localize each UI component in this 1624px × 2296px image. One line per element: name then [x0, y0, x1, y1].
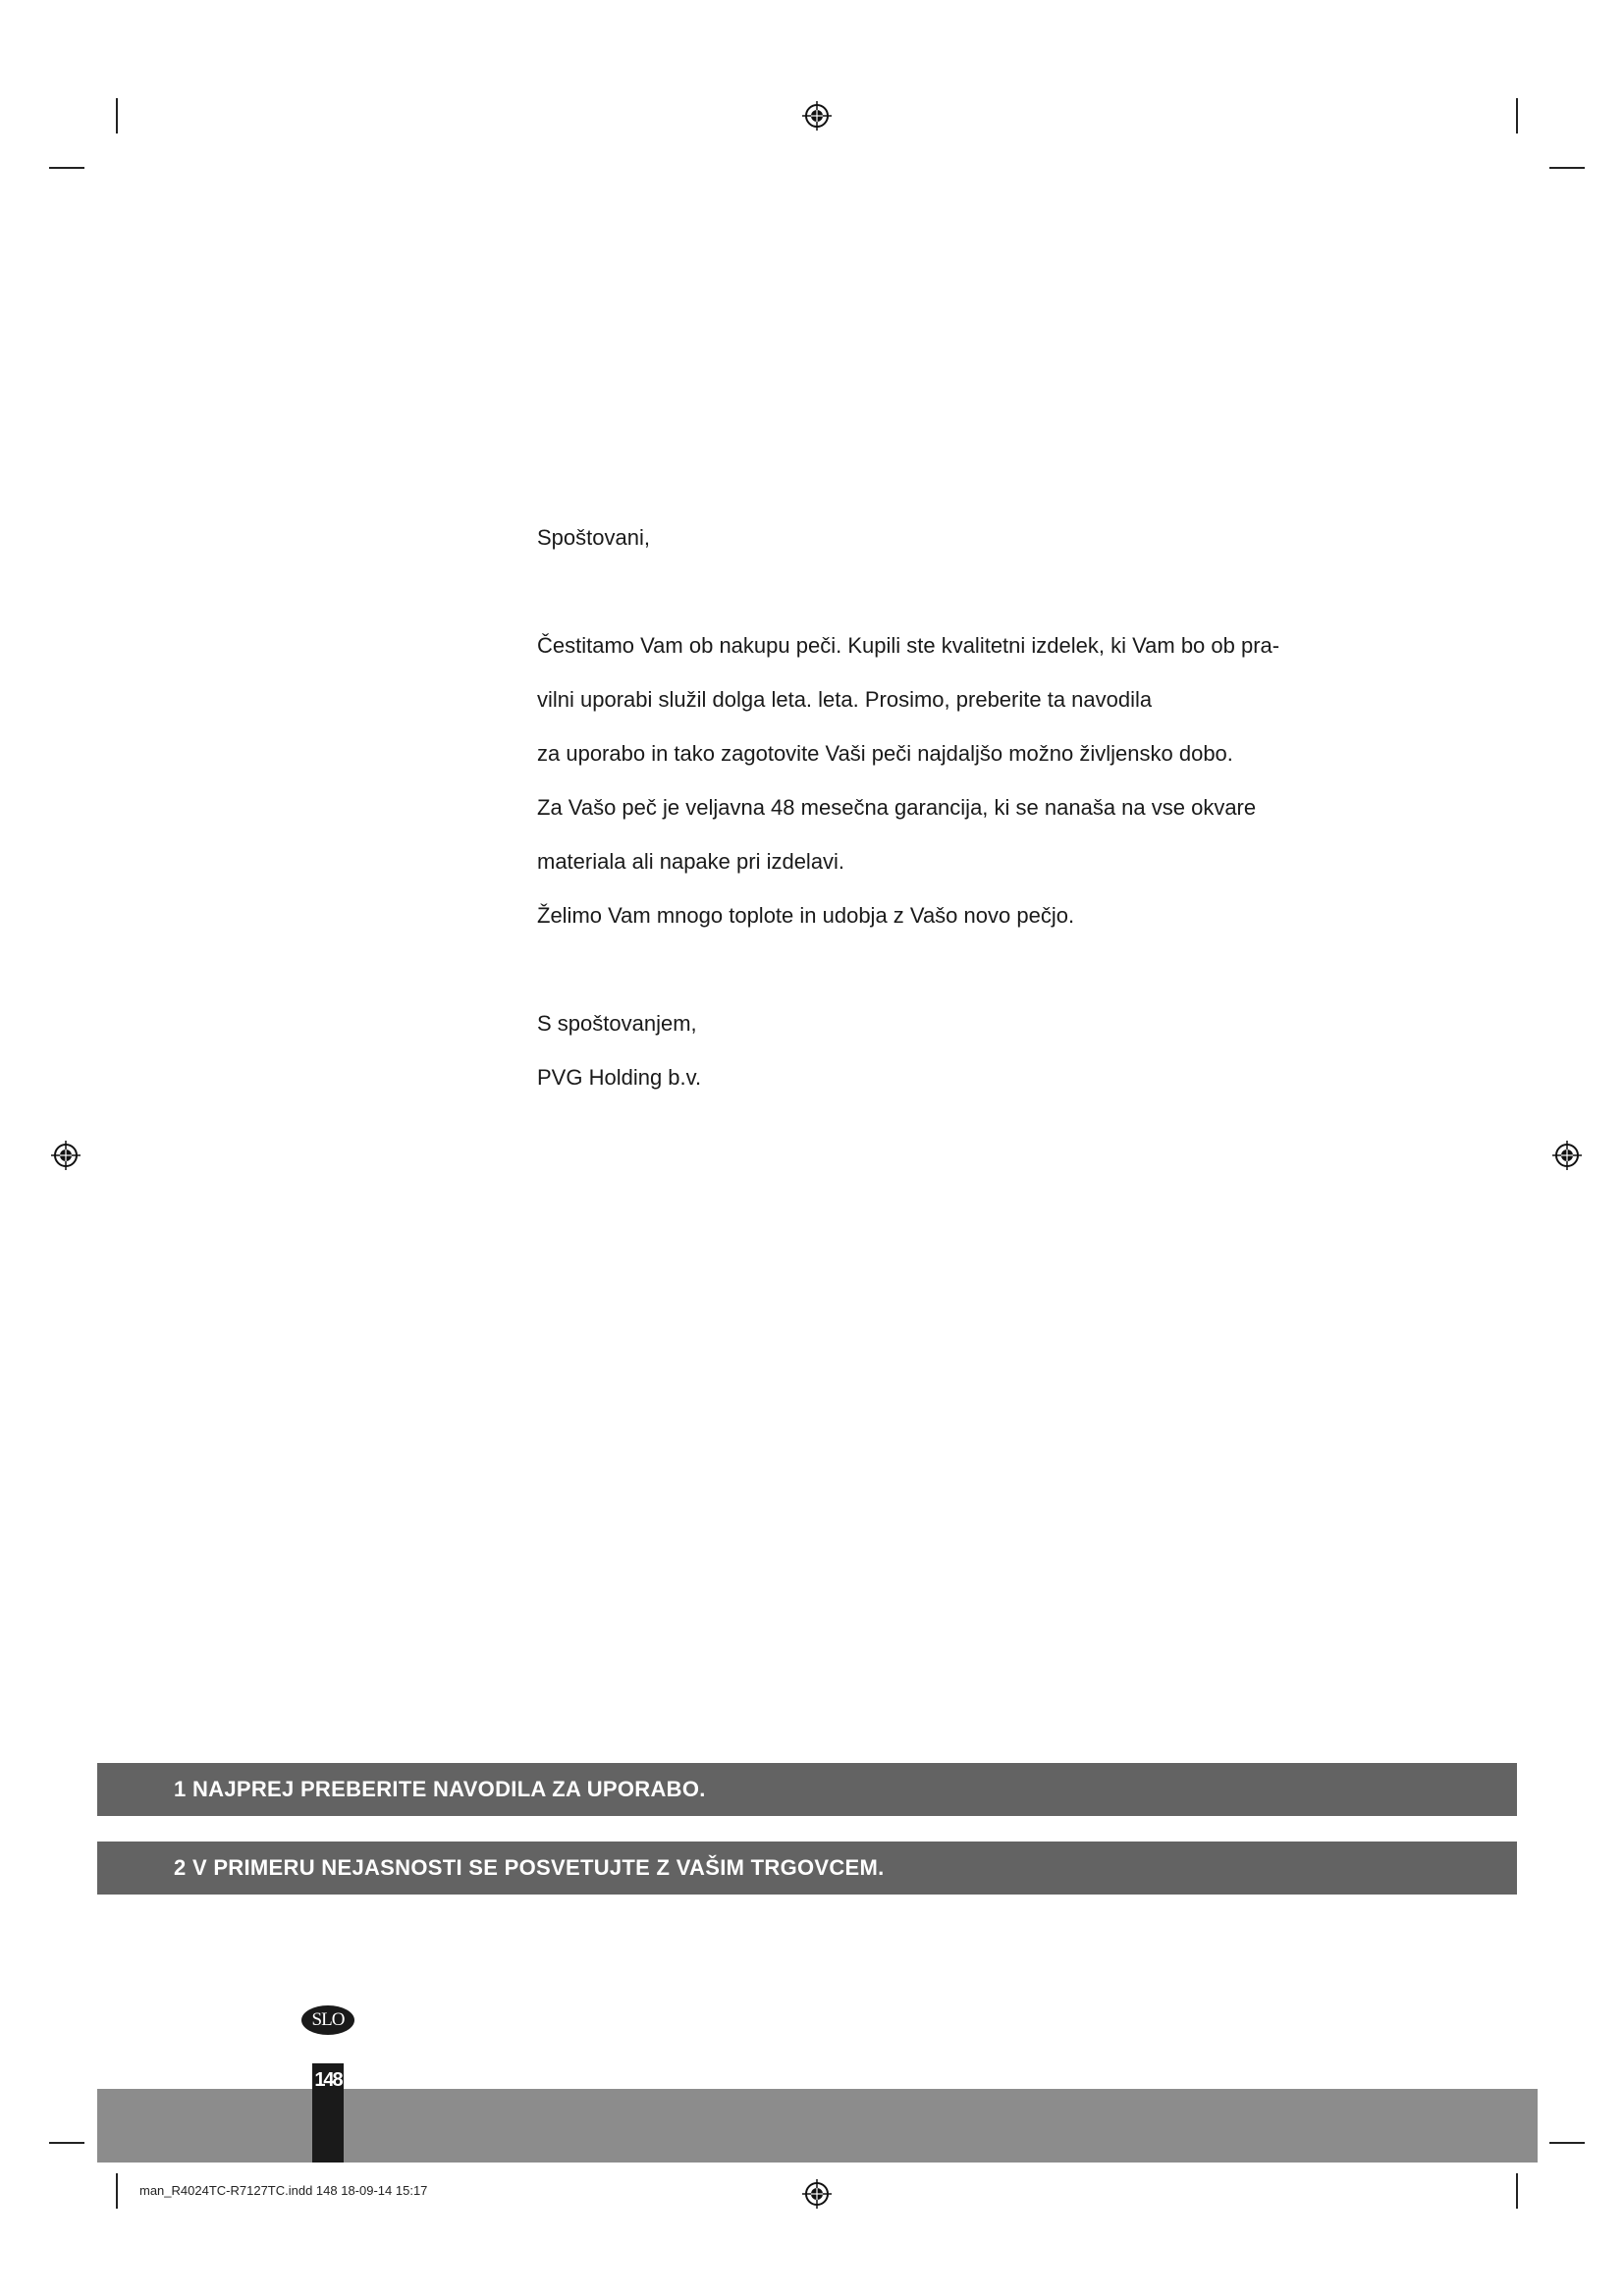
paragraph-line: materiala ali napake pri izdelavi.	[537, 849, 845, 874]
crop-mark-top-right-h	[1549, 167, 1585, 169]
registration-mark-bottom-icon	[802, 2179, 832, 2209]
spacer	[537, 942, 1342, 996]
paragraph-line: za uporabo in tako zagotovite Vaši peči najdaljšo možno življensko dobo.	[537, 741, 1233, 766]
language-badge: SLO	[301, 2005, 354, 2035]
crop-mark-top-left-h	[49, 167, 84, 169]
paragraph-line: Želimo Vam mnogo toplote in udobja z Vašo novo pečjo.	[537, 903, 1075, 928]
signature: PVG Holding b.v.	[537, 1065, 702, 1090]
crop-mark-bottom-left	[116, 2173, 118, 2209]
spacer	[537, 564, 1342, 618]
registration-mark-left-icon	[51, 1141, 81, 1170]
paragraph-line: vilni uporabi služil dolga leta. leta. Prosimo, preberite ta navodila	[537, 687, 1153, 712]
notice-consult-dealer: 2 V PRIMERU NEJASNOSTI SE POSVETUJTE Z VAŠIM TRGOVCEM.	[97, 1842, 1517, 1895]
crop-mark-bottom-right-h	[1549, 2142, 1585, 2144]
crop-mark-top-right	[1516, 98, 1518, 133]
crop-mark-bottom-left-h	[49, 2142, 84, 2144]
closing: S spoštovanjem,	[537, 1011, 697, 1036]
salutation: Spoštovani,	[537, 525, 650, 550]
crop-mark-bottom-right	[1516, 2173, 1518, 2209]
paragraph-line: Za Vašo peč je veljavna 48 mesečna garancija, ki se nanaša na vse okvare	[537, 795, 1257, 820]
letter-body	[537, 510, 1342, 1104]
registration-mark-top-icon	[802, 101, 832, 131]
print-slug: man_R4024TC-R7127TC.indd 148 18-09-14 15:17	[139, 2183, 428, 2198]
crop-mark-top-left	[116, 98, 118, 133]
paragraph-line: Čestitamo Vam ob nakupu peči. Kupili ste kvalitetni izdelek, ki Vam bo ob pra-	[537, 633, 1280, 658]
registration-mark-right-icon	[1552, 1141, 1582, 1170]
page-number: 148	[314, 2069, 342, 2091]
notice-read-instructions: 1 NAJPREJ PREBERITE NAVODILA ZA UPORABO.	[97, 1763, 1517, 1816]
